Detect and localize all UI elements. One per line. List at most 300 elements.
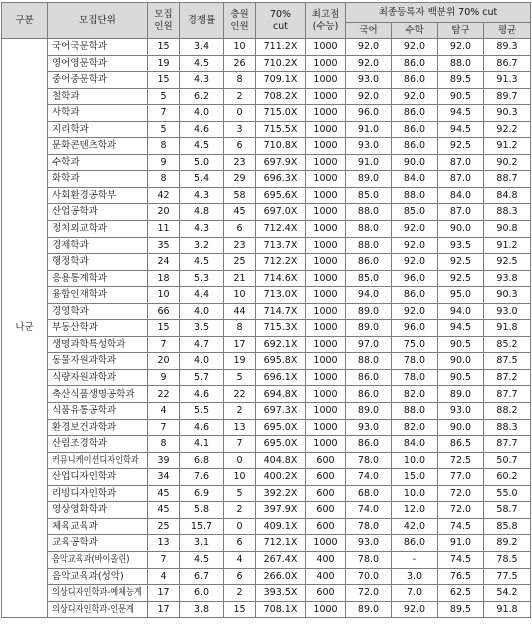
header-cut70: 70% cut [256, 3, 306, 39]
average-cell: 87.7 [484, 386, 531, 403]
math-cell: 92.0 [392, 39, 438, 56]
math-cell: 10.0 [392, 485, 438, 502]
max-cell: 1000 [306, 303, 346, 320]
extra-cell: 10 [224, 287, 256, 304]
average-cell: 92.2 [484, 121, 531, 138]
department-cell [48, 187, 148, 204]
korean-cell: 89.0 [346, 320, 392, 337]
average-cell: 93.0 [484, 303, 531, 320]
average-cell: 87.2 [484, 369, 531, 386]
korean-cell: 86.0 [346, 369, 392, 386]
inquiry-cell: 90.0 [438, 221, 484, 238]
math-cell: 7.0 [392, 585, 438, 602]
table-row [2, 138, 531, 155]
quota-cell: 17 [148, 601, 180, 618]
average-cell: 50.7 [484, 452, 531, 469]
ratio-cell: 5.5 [180, 403, 224, 420]
cut-cell: 715.5X [256, 121, 306, 138]
department-cell [48, 419, 148, 436]
inquiry-cell: 89.5 [438, 601, 484, 618]
department-cell [48, 551, 148, 568]
ratio-cell: 5.8 [180, 502, 224, 519]
inquiry-cell: 90.0 [438, 419, 484, 436]
ratio-cell: 6.0 [180, 585, 224, 602]
department-name: 리빙디자인학과 [52, 487, 117, 499]
table-row [2, 55, 531, 72]
average-cell: 77.5 [484, 568, 531, 585]
department-name: 정치외교학과 [52, 223, 108, 235]
table-row [2, 551, 531, 568]
quota-cell: 13 [148, 535, 180, 552]
quota-cell: 15 [148, 72, 180, 89]
header-quota: 모집 인원 [148, 3, 180, 39]
inquiry-cell: 87.0 [438, 204, 484, 221]
max-cell: 1000 [306, 105, 346, 122]
department-cell [48, 436, 148, 453]
math-cell: 90.0 [392, 154, 438, 171]
department-cell [48, 287, 148, 304]
ratio-cell: 4.5 [180, 551, 224, 568]
cut-cell: 714.6X [256, 270, 306, 287]
math-cell: 86.0 [392, 287, 438, 304]
quota-cell: 9 [148, 154, 180, 171]
department-name: 화학과 [52, 173, 80, 185]
department-name: 중어중문학과 [52, 74, 108, 86]
ratio-cell: 3.4 [180, 39, 224, 56]
average-cell: 91.8 [484, 601, 531, 618]
table-row [2, 419, 531, 436]
inquiry-cell: 77.0 [438, 469, 484, 486]
max-cell: 600 [306, 469, 346, 486]
group-cell: 나군 [2, 39, 48, 618]
cut-cell: 715.3X [256, 320, 306, 337]
quota-cell: 8 [148, 436, 180, 453]
average-cell: 91.8 [484, 320, 531, 337]
extra-cell: 6 [224, 221, 256, 238]
extra-cell: 21 [224, 270, 256, 287]
table-row [2, 105, 531, 122]
table-row [2, 72, 531, 89]
header-ratio: 경쟁률 [180, 3, 224, 39]
max-cell: 1000 [306, 436, 346, 453]
average-cell: 91.3 [484, 72, 531, 89]
ratio-cell: 4.4 [180, 287, 224, 304]
department-cell [48, 270, 148, 287]
math-cell: 82.0 [392, 419, 438, 436]
ratio-cell: 4.5 [180, 55, 224, 72]
department-cell [48, 403, 148, 420]
department-cell [48, 88, 148, 105]
korean-cell: 89.0 [346, 601, 392, 618]
quota-cell: 4 [148, 403, 180, 420]
table-row [2, 121, 531, 138]
department-name: 융합인재학과 [52, 289, 108, 301]
ratio-cell: 5.0 [180, 154, 224, 171]
cut-cell: 712.4X [256, 221, 306, 238]
math-cell: 86.0 [392, 138, 438, 155]
quota-cell: 20 [148, 353, 180, 370]
max-cell: 1000 [306, 535, 346, 552]
department-cell [48, 154, 148, 171]
max-cell: 1000 [306, 171, 346, 188]
ratio-cell: 4.8 [180, 204, 224, 221]
department-cell [48, 535, 148, 552]
extra-cell: 13 [224, 419, 256, 436]
table-row [2, 270, 531, 287]
quota-cell: 7 [148, 105, 180, 122]
department-cell [48, 303, 148, 320]
korean-cell: 93.0 [346, 535, 392, 552]
average-cell: 55.0 [484, 485, 531, 502]
average-cell: 88.7 [484, 171, 531, 188]
cut-cell: 714.7X [256, 303, 306, 320]
department-name: 영어영문학과 [52, 57, 108, 69]
cut-cell: 708.2X [256, 88, 306, 105]
inquiry-cell: 95.0 [438, 287, 484, 304]
inquiry-cell: 94.0 [438, 303, 484, 320]
department-name: 식품유통공학과 [52, 405, 117, 417]
ratio-cell: 4.0 [180, 105, 224, 122]
korean-cell: 88.0 [346, 221, 392, 238]
max-cell: 400 [306, 568, 346, 585]
quota-cell: 45 [148, 485, 180, 502]
table-row [2, 320, 531, 337]
ratio-cell: 5.4 [180, 171, 224, 188]
cut-cell: 695.6X [256, 187, 306, 204]
inquiry-cell: 92.5 [438, 138, 484, 155]
korean-cell: 97.0 [346, 336, 392, 353]
department-cell [48, 518, 148, 535]
cut-cell: 697.9X [256, 154, 306, 171]
quota-cell: 45 [148, 502, 180, 519]
quota-cell: 5 [148, 88, 180, 105]
department-name: 행정학과 [52, 256, 89, 268]
math-cell: 86.0 [392, 55, 438, 72]
table-row [2, 518, 531, 535]
math-cell: 75.0 [392, 336, 438, 353]
cut-cell: 393.5X [256, 585, 306, 602]
ratio-cell: 6.8 [180, 452, 224, 469]
ratio-cell: 4.0 [180, 353, 224, 370]
math-cell: 96.0 [392, 270, 438, 287]
table-row [2, 403, 531, 420]
inquiry-cell: 92.5 [438, 270, 484, 287]
quota-cell: 11 [148, 221, 180, 238]
extra-cell: 7 [224, 436, 256, 453]
ratio-cell: 3.8 [180, 601, 224, 618]
ratio-cell: 4.6 [180, 121, 224, 138]
department-cell [48, 121, 148, 138]
department-name: 사회환경공학부 [52, 189, 117, 201]
inquiry-cell: 86.5 [438, 436, 484, 453]
cut-cell: 695.8X [256, 353, 306, 370]
average-cell: 54.2 [484, 585, 531, 602]
department-cell [48, 254, 148, 271]
korean-cell: 85.0 [346, 187, 392, 204]
extra-cell: 6 [224, 535, 256, 552]
department-name: 의상디자인학과-예체능계 [52, 587, 142, 599]
quota-cell: 20 [148, 204, 180, 221]
department-cell [48, 138, 148, 155]
ratio-cell: 4.3 [180, 72, 224, 89]
header-inquiry: 탐구 [438, 23, 484, 39]
max-cell: 1000 [306, 221, 346, 238]
quota-cell: 35 [148, 237, 180, 254]
inquiry-cell: 72.0 [438, 502, 484, 519]
table-row [2, 187, 531, 204]
korean-cell: 88.0 [346, 237, 392, 254]
ratio-cell: 7.6 [180, 469, 224, 486]
max-cell: 1000 [306, 419, 346, 436]
department-name: 지리학과 [52, 123, 89, 135]
math-cell: 92.0 [392, 601, 438, 618]
average-cell: 84.8 [484, 187, 531, 204]
math-cell: 82.0 [392, 386, 438, 403]
average-cell: 90.3 [484, 105, 531, 122]
korean-cell: 93.0 [346, 72, 392, 89]
math-cell: - [392, 551, 438, 568]
header-korean: 국어 [346, 23, 392, 39]
department-cell [48, 320, 148, 337]
korean-cell: 89.0 [346, 303, 392, 320]
average-cell: 78.5 [484, 551, 531, 568]
korean-cell: 68.0 [346, 485, 392, 502]
extra-cell: 23 [224, 154, 256, 171]
header-max: 최고점 (수능) [306, 3, 346, 39]
max-cell: 1000 [306, 320, 346, 337]
max-cell: 1000 [306, 270, 346, 287]
korean-cell: 88.0 [346, 353, 392, 370]
department-name: 음악교육과(바이올린) [52, 553, 130, 565]
department-cell [48, 369, 148, 386]
cut-cell: 694.8X [256, 386, 306, 403]
department-name: 환경보건과학과 [52, 421, 117, 433]
max-cell: 1000 [306, 72, 346, 89]
ratio-cell: 6.2 [180, 88, 224, 105]
table-row [2, 303, 531, 320]
max-cell: 1000 [306, 601, 346, 618]
ratio-cell: 4.6 [180, 386, 224, 403]
extra-cell: 45 [224, 204, 256, 221]
korean-cell: 93.0 [346, 419, 392, 436]
table-row [2, 287, 531, 304]
department-cell [48, 72, 148, 89]
extra-cell: 15 [224, 601, 256, 618]
inquiry-cell: 94.5 [438, 121, 484, 138]
quota-cell: 18 [148, 270, 180, 287]
max-cell: 1000 [306, 254, 346, 271]
table-row [2, 601, 531, 618]
admission-results-table [1, 2, 531, 618]
department-name: 축산식품생명공학과 [52, 388, 135, 400]
inquiry-cell: 93.5 [438, 237, 484, 254]
math-cell: 12.0 [392, 502, 438, 519]
table-row [2, 436, 531, 453]
inquiry-cell: 76.5 [438, 568, 484, 585]
max-cell: 600 [306, 518, 346, 535]
table-row [2, 88, 531, 105]
quota-cell: 5 [148, 121, 180, 138]
korean-cell: 72.0 [346, 585, 392, 602]
table-header [2, 3, 531, 39]
quota-cell: 9 [148, 369, 180, 386]
korean-cell: 88.0 [346, 204, 392, 221]
department-name: 국어국문학과 [52, 41, 108, 53]
cut-cell: 697.3X [256, 403, 306, 420]
extra-cell: 4 [224, 551, 256, 568]
inquiry-cell: 62.5 [438, 585, 484, 602]
max-cell: 1000 [306, 204, 346, 221]
math-cell: 84.0 [392, 436, 438, 453]
cut-cell: 713.7X [256, 237, 306, 254]
table-row [2, 336, 531, 353]
extra-cell: 5 [224, 369, 256, 386]
ratio-cell: 5.3 [180, 270, 224, 287]
extra-cell: 23 [224, 237, 256, 254]
math-cell: 92.0 [392, 221, 438, 238]
header-department: 모집단위 [48, 3, 148, 39]
department-cell [48, 336, 148, 353]
department-cell [48, 601, 148, 618]
math-cell: 88.0 [392, 187, 438, 204]
table-row [2, 154, 531, 171]
department-name: 경제학과 [52, 239, 89, 251]
department-name: 커뮤니케이션디자인학과 [52, 454, 139, 466]
inquiry-cell: 87.0 [438, 171, 484, 188]
math-cell: 92.0 [392, 237, 438, 254]
inquiry-cell: 92.5 [438, 254, 484, 271]
inquiry-cell: 94.5 [438, 320, 484, 337]
ratio-cell: 4.5 [180, 254, 224, 271]
quota-cell: 19 [148, 55, 180, 72]
math-cell: 88.0 [392, 403, 438, 420]
quota-cell: 15 [148, 320, 180, 337]
ratio-cell: 5.7 [180, 369, 224, 386]
inquiry-cell: 90.5 [438, 88, 484, 105]
extra-cell: 22 [224, 386, 256, 403]
department-name: 생명과학특성학과 [52, 338, 126, 350]
department-cell [48, 568, 148, 585]
quota-cell: 7 [148, 419, 180, 436]
department-cell [48, 171, 148, 188]
department-name: 음악교육과(성악) [52, 570, 124, 582]
ratio-cell: 6.7 [180, 568, 224, 585]
average-cell: 89.2 [484, 535, 531, 552]
cut-cell: 708.1X [256, 601, 306, 618]
inquiry-cell: 89.5 [438, 72, 484, 89]
korean-cell: 89.0 [346, 171, 392, 188]
quota-cell: 7 [148, 551, 180, 568]
table-row [2, 254, 531, 271]
cut-cell: 266.0X [256, 568, 306, 585]
max-cell: 1000 [306, 138, 346, 155]
table-row [2, 221, 531, 238]
header-average: 평균 [484, 23, 531, 39]
extra-cell: 8 [224, 72, 256, 89]
quota-cell: 24 [148, 254, 180, 271]
korean-cell: 78.0 [346, 518, 392, 535]
average-cell: 86.7 [484, 55, 531, 72]
quota-cell: 7 [148, 336, 180, 353]
math-cell: 10.0 [392, 452, 438, 469]
extra-cell: 0 [224, 518, 256, 535]
table-row [2, 469, 531, 486]
ratio-cell: 3.5 [180, 320, 224, 337]
korean-cell: 92.0 [346, 39, 392, 56]
average-cell: 88.3 [484, 204, 531, 221]
cut-cell: 709.1X [256, 72, 306, 89]
extra-cell: 10 [224, 469, 256, 486]
cut-cell: 711.2X [256, 39, 306, 56]
table-row [2, 485, 531, 502]
inquiry-cell: 72.0 [438, 485, 484, 502]
math-cell: 78.0 [392, 353, 438, 370]
cut-cell: 397.9X [256, 502, 306, 519]
quota-cell: 8 [148, 138, 180, 155]
extra-cell: 2 [224, 502, 256, 519]
max-cell: 1000 [306, 187, 346, 204]
average-cell: 85.8 [484, 518, 531, 535]
department-name: 교육공학과 [52, 537, 98, 549]
table-row [2, 171, 531, 188]
department-cell [48, 502, 148, 519]
inquiry-cell: 74.5 [438, 518, 484, 535]
math-cell: 86.0 [392, 535, 438, 552]
average-cell: 88.3 [484, 419, 531, 436]
cut-cell: 715.0X [256, 105, 306, 122]
department-cell [48, 386, 148, 403]
department-name: 철학과 [52, 90, 80, 102]
quota-cell: 8 [148, 171, 180, 188]
extra-cell: 10 [224, 39, 256, 56]
table-row [2, 369, 531, 386]
inquiry-cell: 92.0 [438, 39, 484, 56]
korean-cell: 94.0 [346, 287, 392, 304]
korean-cell: 86.0 [346, 436, 392, 453]
department-name: 산업디자인학과 [52, 471, 117, 483]
extra-cell: 0 [224, 452, 256, 469]
table-row [2, 452, 531, 469]
ratio-cell: 15.7 [180, 518, 224, 535]
table-row [2, 386, 531, 403]
table-row [2, 204, 531, 221]
inquiry-cell: 89.0 [438, 386, 484, 403]
extra-cell: 5 [224, 485, 256, 502]
math-cell: 84.0 [392, 171, 438, 188]
math-cell: 85.0 [392, 204, 438, 221]
department-cell [48, 469, 148, 486]
inquiry-cell: 87.0 [438, 154, 484, 171]
max-cell: 1000 [306, 369, 346, 386]
average-cell: 89.7 [484, 88, 531, 105]
average-cell: 93.8 [484, 270, 531, 287]
max-cell: 600 [306, 452, 346, 469]
inquiry-cell: 91.0 [438, 535, 484, 552]
extra-cell: 19 [224, 353, 256, 370]
korean-cell: 89.0 [346, 403, 392, 420]
ratio-cell: 3.1 [180, 535, 224, 552]
department-name: 영상영화학과 [52, 504, 108, 516]
korean-cell: 74.0 [346, 502, 392, 519]
cut-cell: 710.8X [256, 138, 306, 155]
ratio-cell: 4.3 [180, 187, 224, 204]
department-name: 식량자원과학과 [52, 371, 117, 383]
cut-cell: 696.1X [256, 369, 306, 386]
cut-cell: 692.1X [256, 336, 306, 353]
korean-cell: 91.0 [346, 121, 392, 138]
extra-cell: 2 [224, 88, 256, 105]
department-name: 사학과 [52, 107, 80, 119]
